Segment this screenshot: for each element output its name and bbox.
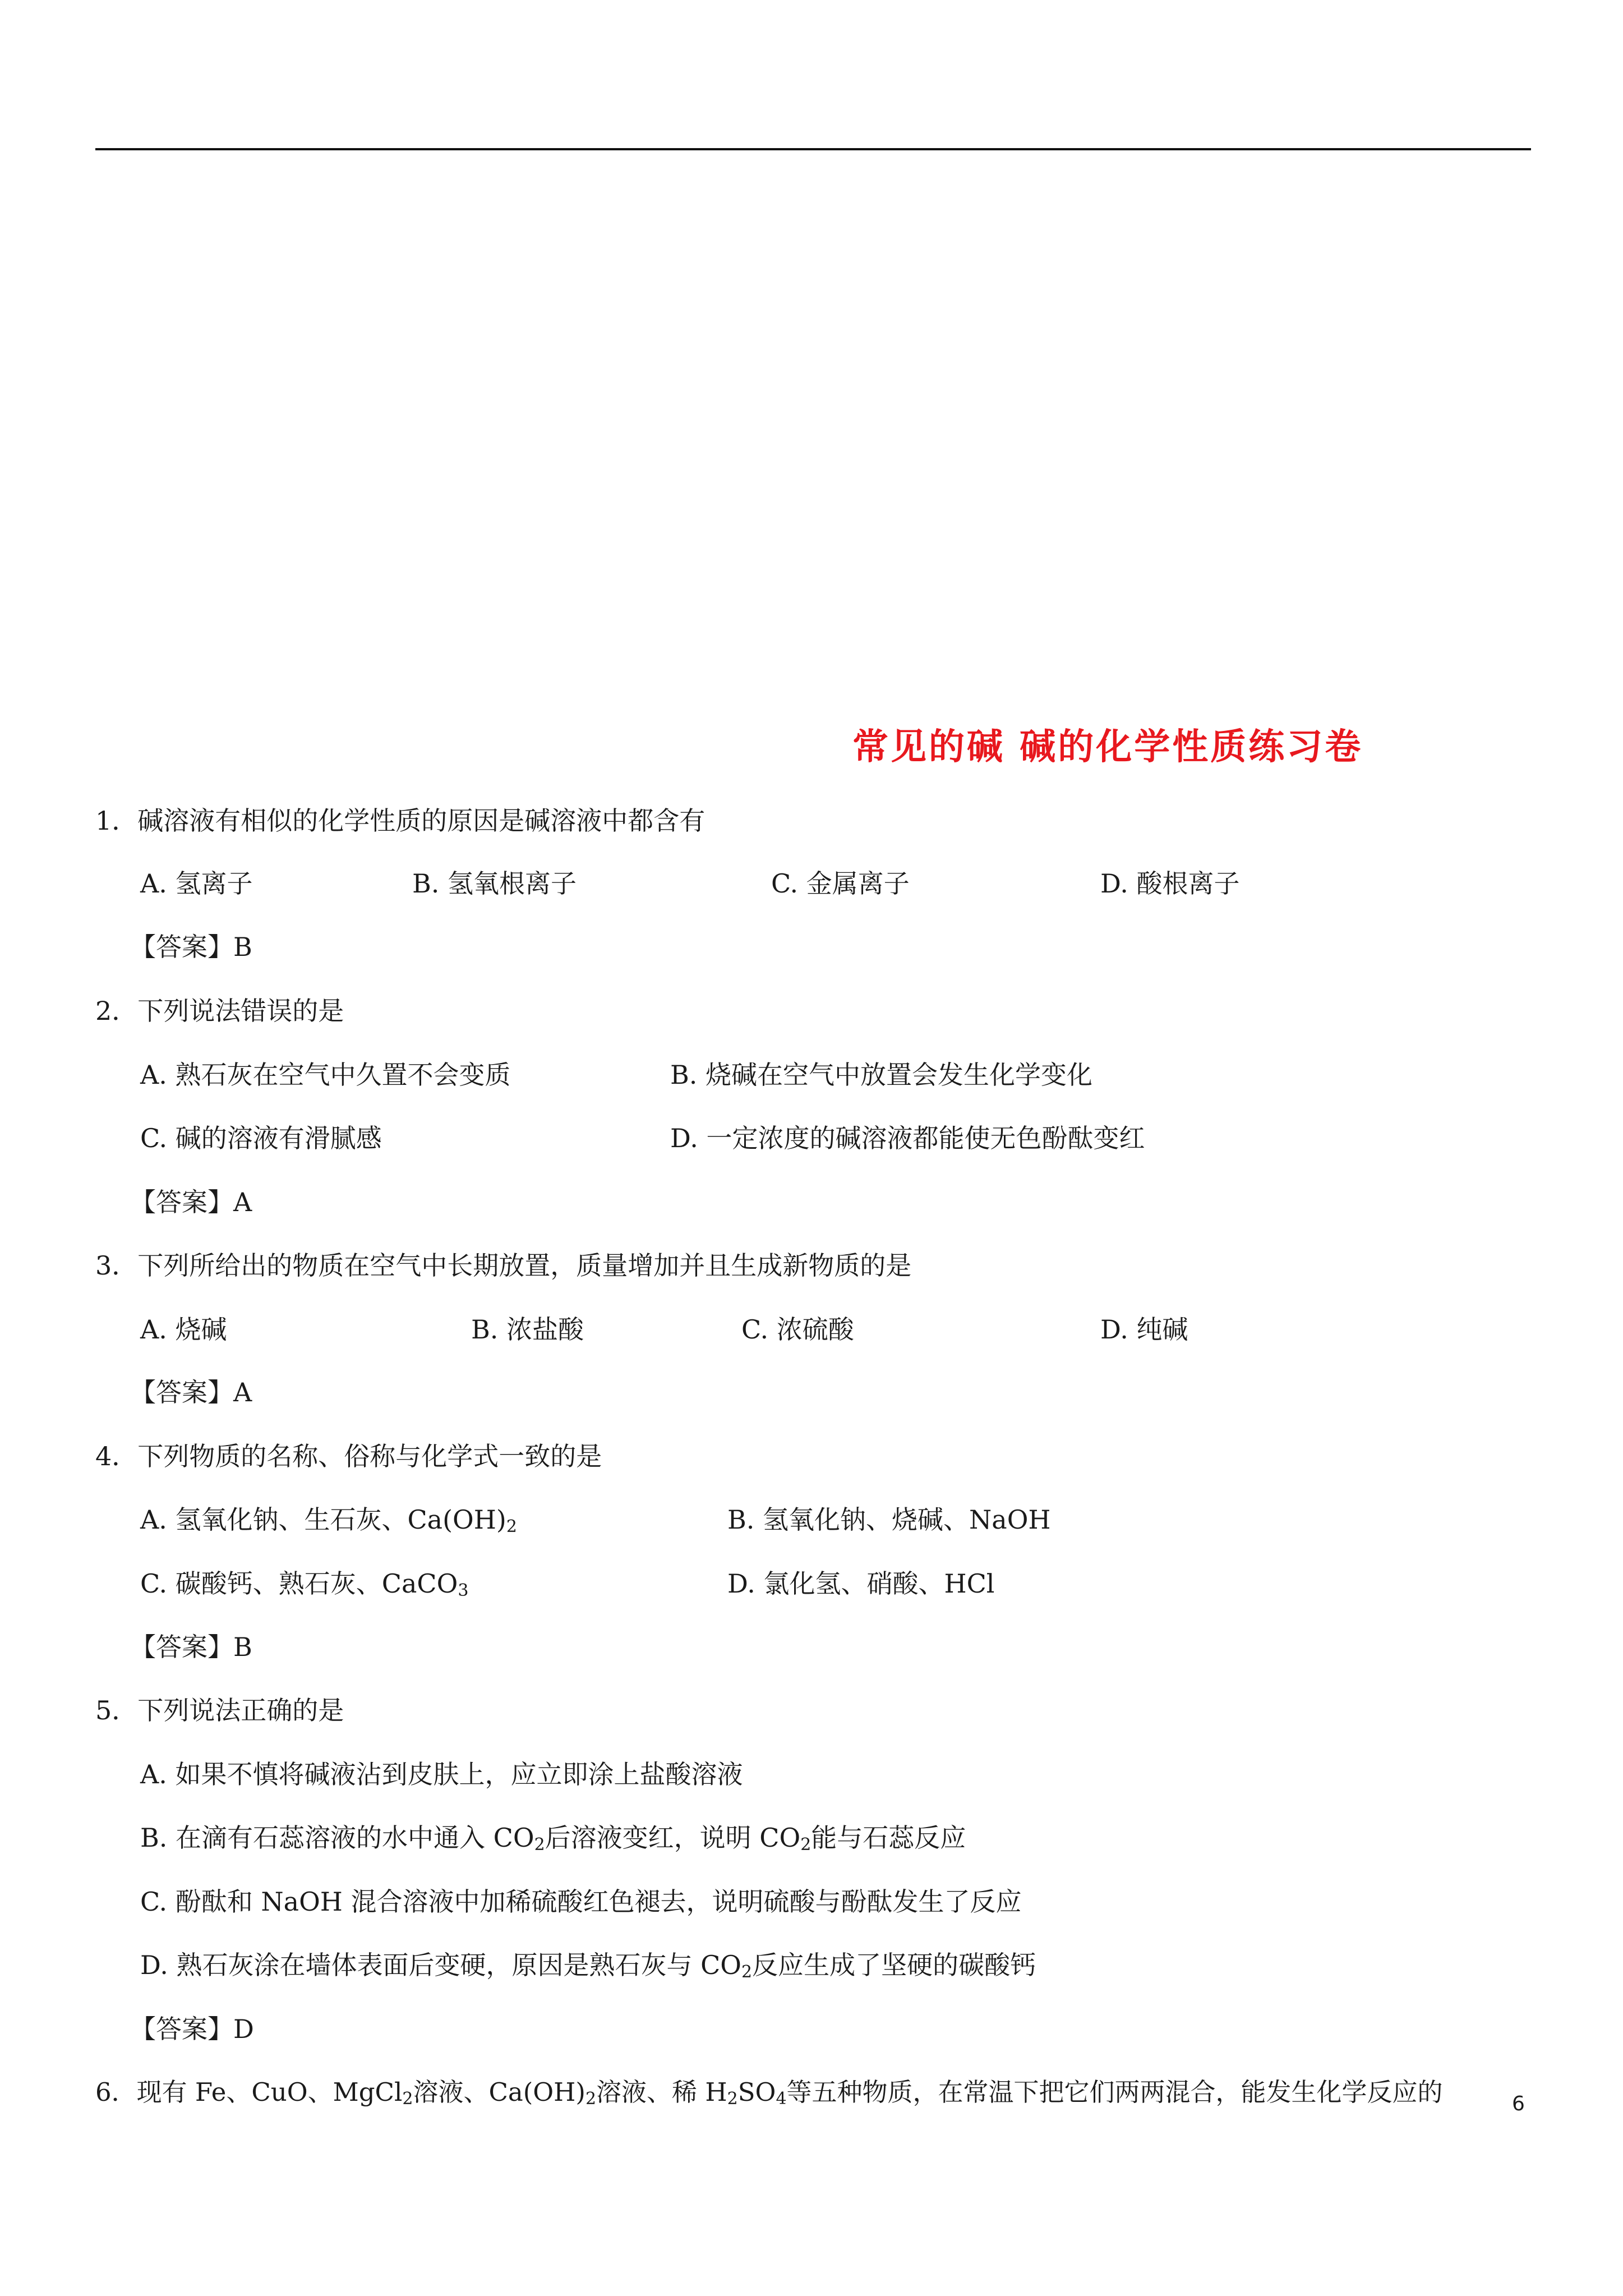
q1-option-d: D. 酸根离子: [1100, 868, 1240, 899]
q6-sub3: 2: [727, 2089, 738, 2109]
q6-sub1: 2: [402, 2089, 413, 2109]
q4-option-a-text: A. 氢氧化钠、生石灰、Ca(OH): [140, 1504, 506, 1535]
q6-part5: 等五种物质，在常温下把它们两两混合，能发生化学反应的: [786, 2077, 1443, 2107]
q5-option-b-part1: B. 在滴有石蕊溶液的水中通入 CO: [140, 1823, 534, 1853]
question-5-stem: 5．下列说法正确的是: [95, 1695, 344, 1726]
q6-sub4: 4: [776, 2089, 787, 2109]
q4-option-d: D. 氯化氢、硝酸、HCl: [727, 1568, 995, 1599]
q5-option-b-sub2: 2: [800, 1835, 811, 1855]
q5-option-d-part2: 反应生成了坚硬的碳酸钙: [752, 1950, 1036, 1980]
q1-answer: 【答案】B: [130, 932, 252, 962]
q4-option-c-subscript: 3: [458, 1581, 469, 1600]
q6-part4: SO: [737, 2077, 776, 2107]
question-6-stem: [95, 2076, 1443, 2109]
q5-option-b-part3: 能与石蕊反应: [811, 1823, 966, 1853]
q3-option-c: C. 浓硫酸: [741, 1314, 854, 1345]
q1-option-a: A. 氢离子: [140, 868, 253, 899]
q2-answer: 【答案】A: [130, 1187, 252, 1217]
q3-answer: 【答案】A: [130, 1377, 252, 1407]
q4-option-a: [140, 1503, 517, 1536]
question-2-stem: 2．下列说法错误的是: [95, 996, 344, 1026]
header-rule: [95, 148, 1531, 150]
q2-option-d: D. 一定浓度的碱溶液都能使无色酚酞变红: [670, 1123, 1145, 1153]
q4-option-c: [140, 1567, 468, 1600]
q5-option-d-part1: D. 熟石灰涂在墙体表面后变硬，原因是熟石灰与 CO: [140, 1950, 742, 1980]
q5-option-d: [140, 1948, 1036, 1982]
q2-option-c: C. 碱的溶液有滑腻感: [140, 1123, 382, 1153]
q2-option-b: B. 烧碱在空气中放置会发生化学变化: [670, 1060, 1093, 1090]
q3-option-a: A. 烧碱: [140, 1314, 227, 1345]
q3-option-d: D. 纯碱: [1100, 1314, 1188, 1345]
q4-option-b: B. 氢氧化钠、烧碱、NaOH: [727, 1504, 1051, 1535]
q5-answer: 【答案】D: [130, 2014, 254, 2044]
page-number: 6: [1512, 2092, 1525, 2115]
page-title: 常见的碱 碱的化学性质练习卷: [852, 726, 1363, 768]
q2-option-a: A. 熟石灰在空气中久置不会变质: [140, 1060, 511, 1090]
q4-answer: 【答案】B: [130, 1632, 252, 1662]
q4-option-c-text: C. 碳酸钙、熟石灰、CaCO: [140, 1568, 458, 1599]
q5-option-b-part2: 后溶液变红，说明 CO: [545, 1823, 801, 1853]
q6-part3: 溶液、稀 H: [596, 2077, 727, 2107]
question-4-stem: 4．下列物质的名称、俗称与化学式一致的是: [95, 1441, 602, 1471]
q5-option-b-sub1: 2: [534, 1835, 545, 1855]
q3-option-b: B. 浓盐酸: [471, 1314, 584, 1345]
q5-option-a: A. 如果不慎将碱液沾到皮肤上，应立即涂上盐酸溶液: [140, 1759, 743, 1789]
q6-sub2: 2: [585, 2089, 597, 2109]
q5-option-b: [140, 1821, 966, 1855]
q6-part1: 6．现有 Fe、CuO、MgCl: [95, 2077, 403, 2107]
q1-option-c: C. 金属离子: [771, 868, 910, 899]
q1-option-b: B. 氢氧根离子: [412, 868, 577, 899]
question-3-stem: 3．下列所给出的物质在空气中长期放置，质量增加并且生成新物质的是: [95, 1250, 912, 1281]
question-1-stem: 1．碱溶液有相似的化学性质的原因是碱溶液中都含有: [95, 806, 706, 836]
q4-option-a-subscript: 2: [506, 1517, 517, 1536]
q5-option-d-sub: 2: [741, 1962, 753, 1982]
q5-option-c: C. 酚酞和 NaOH 混合溶液中加稀硫酸红色褪去，说明硫酸与酚酞发生了反应: [140, 1887, 1022, 1917]
q6-part2: 溶液、Ca(OH): [413, 2077, 585, 2107]
